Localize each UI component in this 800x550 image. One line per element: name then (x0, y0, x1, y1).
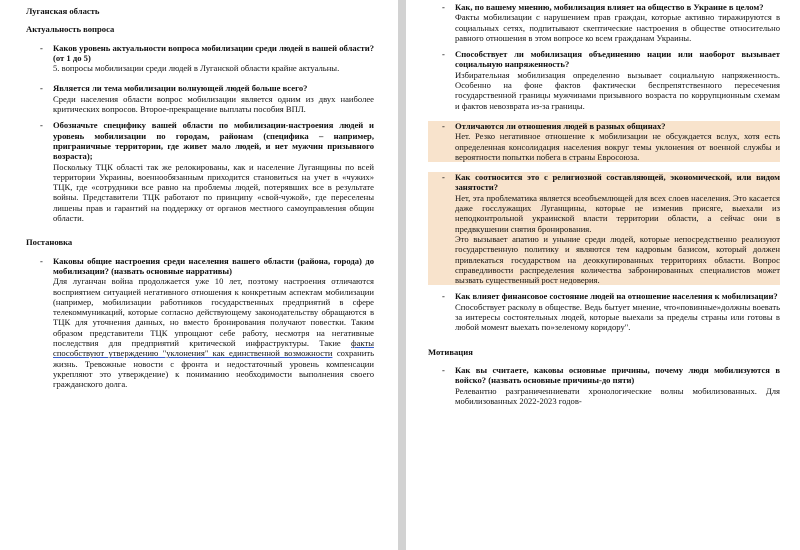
answer-text: Поскольку ТЦК області так же релокированы, как и население Луганщины по всей территории Украины, военнообязанным приходится становиться на учет в «чужих» ТЦК, где «сотрудники все равно на проблемы людей, потерявших все в результате войны. Представители ТЦК работают по принципу «свой-чужой», где переселены лишены прав и гарантий на поддержку от органов местного самоуправления общин области. (53, 161, 374, 224)
bullet-dash: - (442, 172, 445, 183)
answer-text: Среди населения области вопрос мобилизации является одним из двух наиболее критических вопросов. Второе-прекращение выплаты пособия ВПЛ. (53, 93, 374, 115)
bullet-dash: - (40, 120, 43, 131)
answer-text: 5. вопросы мобилизации среди людей в Луганской области крайне актуальны. (53, 63, 340, 74)
document-page-left (0, 0, 398, 550)
bullet-dash: - (442, 364, 445, 375)
question-text: Обозначьте специфику вашей области по мобилизации-настроения людей и уровень мобилизации по городам, районам (специфика – например, приграничные территории, где живет мало людей, и нет мужчин призывного возраста); (53, 120, 374, 162)
bullet-dash: - (442, 291, 445, 302)
region-heading: Луганская область (26, 6, 100, 16)
question-text: Является ли тема мобилизации волнующей людей больше всего? (53, 83, 308, 94)
answer-text: Избирательная мобилизация определенно вызывает социальную напряженность. Особенно на фоне фактов фактически беспрепятственного пересечения государственной границы мужчинами призывного возраста по коррупционным схемам и фактов невозврата из-за границы. (455, 69, 780, 111)
answer-text: Способствует расколу в обществе. Ведь бытует мнение, что«повинные»должны воевать за интересы состоятельных людей, которые выехали за пределы страны или готовы в любой момент выехать по»зеленому коридору". (455, 301, 780, 333)
question-text: Каковы общие настроения среди населения вашего области (района, города) до мобилизации? (назвать основные нарративы) (53, 255, 374, 276)
bullet-dash: - (442, 120, 445, 131)
question-block-3 (26, 120, 374, 223)
question-text: Отличаются ли отношения людей в разных общинах? (455, 120, 666, 131)
question-block-1 (26, 43, 374, 74)
answer-text (53, 276, 374, 389)
question-block-2 (26, 83, 374, 114)
section-heading-setting: Постановка (26, 237, 73, 248)
answer-text-continued: Это вызывает апатию и уныние среди людей, которые непосредственно реализуют государственную политику и являются тем кадровым базисом, который должен привлекаться государством на деоккупированных территориях области. Вопрос справедливости распределения количества забронированных специалистов может вызвать существенный рост недоверия. (455, 233, 780, 286)
question-text: Как соотносится это с религиозной составляющей, экономической, или видом занятости? (455, 172, 780, 193)
question-block-6 (428, 49, 780, 111)
bullet-dash: - (40, 255, 43, 266)
question-block-4 (26, 256, 374, 390)
bullet-dash: - (442, 2, 445, 12)
answer-text: Нет, эта проблематика является всеобъемлющей для всех слоев населения. Это касается даже госслужащих Луганщины, которые не изменив присяге, выехали из неподконтрольной украинской власти территории области, а сейчас они в предвкушении снятия бронирования. (455, 192, 780, 234)
question-text: Как, по вашему мнению, мобилизация влияет на общество в Украине в целом? (455, 2, 764, 12)
question-text: Способствует ли мобилизация объединению нации или наоборот вызывает социальную напряженность? (455, 49, 780, 70)
question-block-9 (428, 291, 780, 332)
answer-text: Релевантно разграниченниевати хронологические волны мобилизованных. Для мобилизованных 2022-2023 годов- (455, 385, 780, 406)
underlined-phrase: факты способствуют утверждению "уклонения" как единственной возможности (53, 338, 374, 359)
page-left-content (26, 6, 374, 396)
question-block-10 (428, 365, 780, 406)
page-right-content (428, 2, 780, 412)
bullet-dash: - (40, 42, 43, 53)
question-block-8 (428, 172, 780, 285)
document-page-right (406, 0, 800, 550)
section-heading-motivation: Мотивация (428, 346, 473, 357)
answer-part: сохранить жизнь. Тревожные новости с фронта и недостаточный уровень компенсации укрепляют это утверждение) к пониманию необходимости выполнения своего гражданского долга. (53, 348, 374, 390)
answer-text: Нет. Резко негативное отношение к мобилизации не обсуждается вслух, хотя есть определенная консолидация населения вокруг темы уклонения от военной службы и вероятности попытки побега в страны Евросоюза. (455, 131, 780, 162)
answer-part: Для луганчан война продолжается уже 10 лет, поэтому настроения отличаются восприятием ситуацией негативного отношения к конкретным аспектам мобилизации (например, мобилизации работников государственных предприятий в сфере телекоммуникаций, которые согласно действующему законодательству обращаются в ТЦК для уточнения данных, но вместо бронирования получают повестки. Таким образом представители ТЦК упрощают себе работу, несмотря на негативные последствия для предприятий критической инфраструктуры. Такие (53, 276, 374, 349)
question-block-5 (428, 2, 780, 43)
page-gutter (398, 0, 406, 550)
bullet-dash: - (40, 83, 43, 94)
section-heading-relevance: Актуальность вопроса (26, 24, 115, 35)
question-text: Каков уровень актуальности вопроса мобилизации среди людей в вашей области? (от 1 до 5) (53, 42, 374, 63)
question-text: Как влияет финансовое состояние людей на отношение населения к мобилизации? (455, 291, 778, 302)
question-block-7 (428, 121, 780, 162)
answer-text: Факты мобилизации с нарушением прав граждан, которые активно тиражируются в социальных сетях, подпитывают скептические настроения в обществе относительно равного отношения в этом вопросе ко всем гражданам Украины. (455, 12, 780, 43)
bullet-dash: - (442, 49, 445, 60)
question-text: Как вы считаете, каковы основные причины, почему люди мобилизуются в войско? (назвать основные причины-до пяти) (455, 364, 780, 386)
